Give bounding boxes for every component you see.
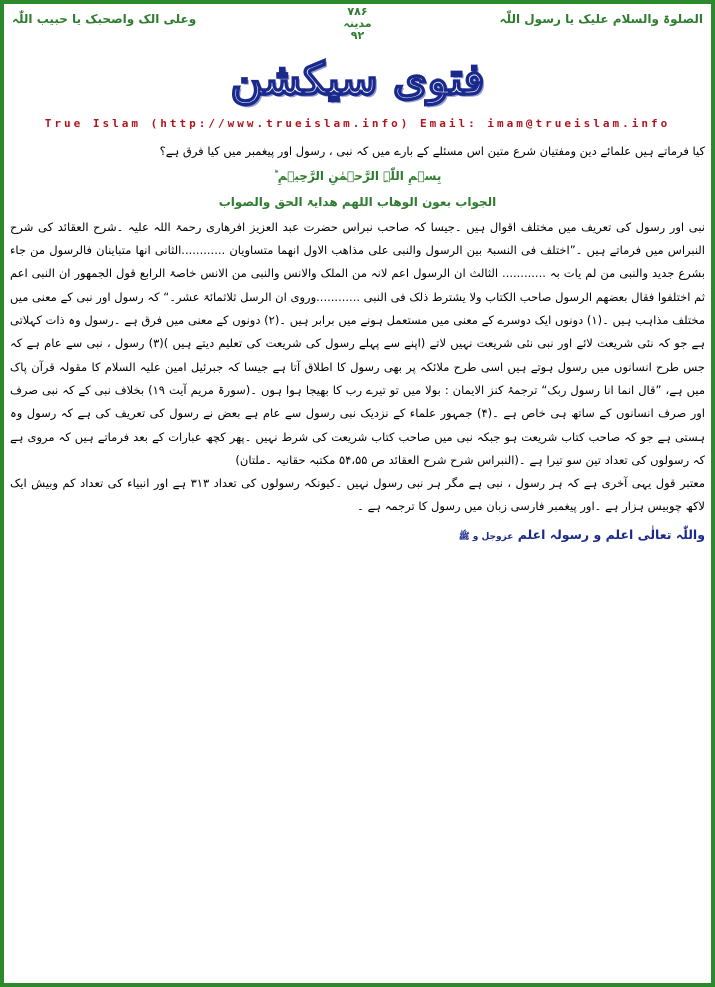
- closing-line: [10, 523, 705, 549]
- number-top: ۷۸۶: [347, 5, 368, 18]
- header: [12, 5, 703, 52]
- question-text: کیا فرماتے ہیں علمائے دین ومفتیان شرع متین اس مسئلے کے بارے میں کہ نبی ، رسول اور پیغمبر میں کیا فرق ہے؟: [159, 144, 705, 158]
- madina-label: مدینہ: [343, 17, 372, 30]
- salutation-right: الصلوۃ والسلام علیک یا رسول اللّٰہ: [499, 12, 703, 26]
- contact-line: True Islam (http://www.trueislam.info) Email: imam@trueislam.info: [44, 117, 671, 130]
- answer-heading: الجواب بعون الوھاب اللھم ھدایۃ الحق والصواب: [218, 194, 497, 209]
- header-emblem: [343, 6, 371, 42]
- page-content: [4, 4, 711, 983]
- answer-paragraph-2: معتبر قول یہی آخری ہے کہ ہر رسول ، نبی ہے مگر ہر نبی رسول نہیں ۔کیونکہ رسولوں کی تعداد ۳۱۳ ہے اور انبیاء کی تعداد کم وبیش ایک لاکھ چوبیس ہزار ہے ۔اور پیغمبر فارسی زبان میں رسول کا ترجمہ ہے ۔: [10, 476, 706, 514]
- closing-text: واللّٰہ تعالٰی اعلم و رسولہ اعلم: [517, 526, 705, 542]
- salutation-left: وعلی الک واصحبک یا حبیب اللّٰہ: [12, 12, 197, 26]
- fatwa-body: [10, 140, 705, 549]
- honorific-mark: عزوجل و ﷺ: [458, 531, 514, 542]
- answer-paragraph-1: نبی اور رسول کی تعریف میں مختلف اقوال ہیں ۔جیسا کہ صاحب نبراس حضرت عبد العزیز افرھاری رحمۃ اللہ علیہ ۔شرح العقائد کی شرح النبراس میں فرماتے ہیں ۔”اختلف فی النسبۃ بین الرسول والنبی علی مذاھب الاول انھما متساویان ............الثانی انھا متباینان فالرسول من جاء بشرع جدید والنبی من لم یات بہ ............ الثالث ان الرسول اعم لانہ من الملک والانس والنبی من الانس خاصۃ الرابع قول الجمھور ان النبی اعم ثم اختلفوا فقال بعضھم الرسول صاحب الکتاب ولا یشترط ذلک فی النبی ............وروی ان الرسل ثلاثمائۃ عشر۔“ کہ رسول اور نبی کے معنی میں مختلف مذاہب ہیں ۔(۱) دونوں ایک دوسرے کے معنی میں مستعمل ہونے میں برابر ہیں ۔(۲) دونوں کے معنی میں فرق ہے ۔رسول وہ ذات کہلاتی ہے جو کہ نئی شریعت لائے اور نبی نئی شریعت نہیں لاتے (اپنے سے پہلے رسول کی شریعت کی تعلیم دیتے ہیں )(۳) رسول ، نبی سے عام ہے کہ جس طرح انسانوں میں رسول ہوتے ہیں اسی طرح ملائکہ پر بھی رسول کا اطلاق آتا ہے جیسا کہ جبرئیل امین علیہ السلام کا مقولہ قرآن پاک میں ہے، ”قال انما انا رسول ربک“ ترجمۂ کنز الایمان : بولا میں تو تیرے رب کا بھیجا ہوا ہوں ۔(سورۃ مریم آیت ۱۹) بخلاف نبی کے کہ نبی صرف اور صرف انسانوں کے ساتھ ہی خاص ہے ۔(۴) جمہور علماء کے نزدیک نبی رسول سے عام ہے بعض نے رسول کی تعریف کی ہے کہ رسول وہ ہستی ہے جو کہ صاحب کتاب شریعت ہو جبکہ نبی میں صاحب کتاب شریعت کی شرط نہیں ۔پھر کچھ عبارات کے بعد فرماتے ہیں کہ مروی ہے کہ رسولوں کی تعداد تین سو تیرا ہے ۔(النبراس شرح شرح العقائد ص ۵۴،۵۵ مکتبہ حقانیہ ۔ملتان): [10, 219, 706, 467]
- page-title: فتوی سیکشن: [230, 54, 485, 105]
- bismillah: بِسۡمِ اللّٰہِ الرَّحۡمٰنِ الرَّحِیۡمِ ؕ: [273, 169, 442, 184]
- number-bottom: ۹۲: [350, 29, 365, 42]
